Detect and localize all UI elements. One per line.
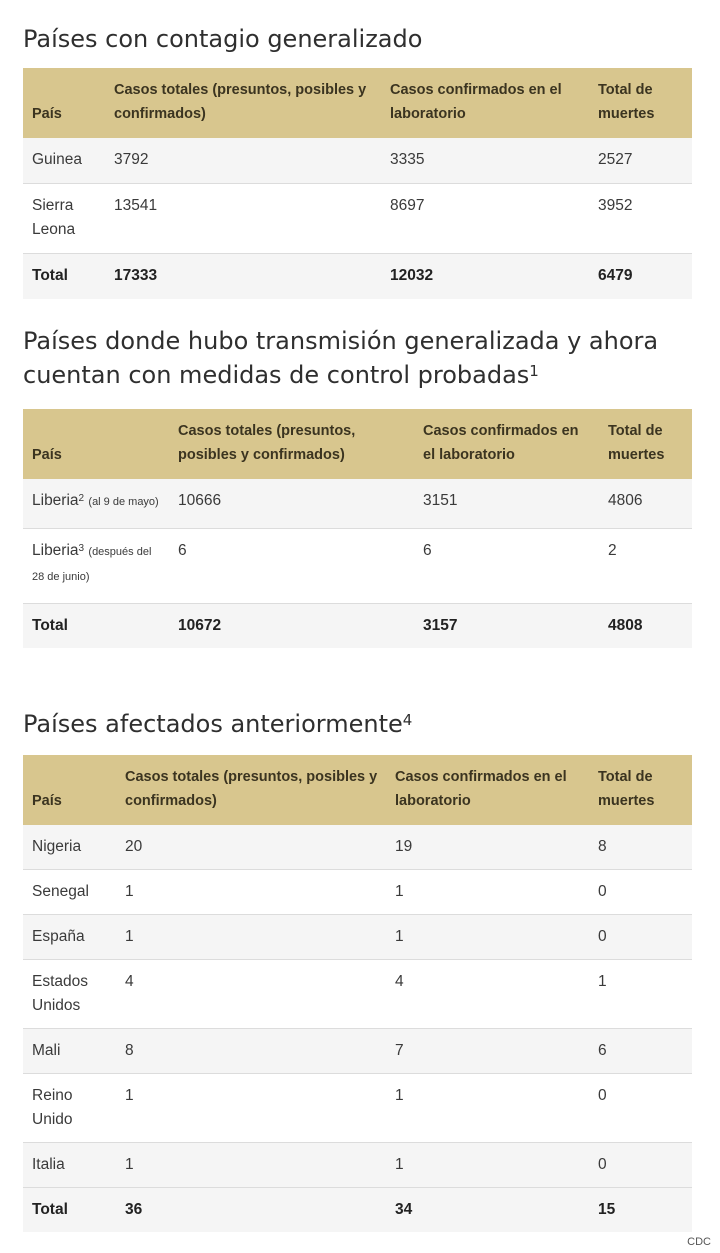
title-footnote: 1 bbox=[529, 362, 539, 380]
cell-pais bbox=[23, 529, 169, 604]
cell-pais bbox=[23, 479, 169, 529]
table-row bbox=[23, 529, 692, 604]
cell-totales: 1 bbox=[116, 870, 386, 915]
cell-totales: 4 bbox=[116, 960, 386, 1029]
cell-totales: 6 bbox=[169, 529, 414, 604]
cell-muertes: 6 bbox=[589, 1029, 692, 1074]
header-total-muertes: Total de muertes bbox=[589, 755, 692, 825]
cell-confirmados: 1 bbox=[386, 1074, 589, 1143]
table-control-probadas bbox=[23, 409, 692, 648]
cell-pais: Guinea bbox=[23, 138, 105, 184]
cell-confirmados: 1 bbox=[386, 870, 589, 915]
table-row bbox=[23, 184, 692, 254]
table-total-row bbox=[23, 604, 692, 649]
cell-muertes: 0 bbox=[589, 1074, 692, 1143]
cell-confirmados: 3151 bbox=[414, 479, 599, 529]
cell-totales: 3792 bbox=[105, 138, 381, 184]
cell-muertes: 4806 bbox=[599, 479, 692, 529]
cell-confirmados: 1 bbox=[386, 1143, 589, 1188]
header-total-muertes: Total de muertes bbox=[589, 68, 692, 138]
cell-totales: 1 bbox=[116, 915, 386, 960]
header-pais: País bbox=[23, 68, 105, 138]
header-total-muertes: Total de muertes bbox=[599, 409, 692, 479]
table-row bbox=[23, 870, 692, 915]
cell-confirmados: 19 bbox=[386, 825, 589, 870]
section-title-control bbox=[23, 324, 673, 392]
cell-total-muertes: 6479 bbox=[589, 254, 692, 300]
cell-totales: 1 bbox=[116, 1143, 386, 1188]
header-casos-totales: Casos totales (presuntos, posibles y confirmados) bbox=[105, 68, 381, 138]
table-row bbox=[23, 1143, 692, 1188]
row-note: (al 9 de mayo) bbox=[88, 496, 159, 508]
table-row bbox=[23, 915, 692, 960]
header-pais: País bbox=[23, 755, 116, 825]
row-note: (después del 28 de junio) bbox=[32, 546, 152, 583]
cell-pais: Estados Unidos bbox=[23, 960, 116, 1029]
table-header-row bbox=[23, 68, 692, 138]
cell-muertes: 0 bbox=[589, 1143, 692, 1188]
cell-total-label: Total bbox=[23, 604, 169, 649]
cell-muertes: 8 bbox=[589, 825, 692, 870]
cell-pais: Mali bbox=[23, 1029, 116, 1074]
table-afectados-anteriormente bbox=[23, 755, 692, 1232]
cell-pais: Reino Unido bbox=[23, 1074, 116, 1143]
footnote-marker: 3 bbox=[78, 543, 85, 554]
header-casos-confirmados: Casos confirmados en el laboratorio bbox=[381, 68, 589, 138]
table-row bbox=[23, 825, 692, 870]
cell-totales: 20 bbox=[116, 825, 386, 870]
cell-total-confirmados: 12032 bbox=[381, 254, 589, 300]
cell-total-totales: 10672 bbox=[169, 604, 414, 649]
cell-confirmados: 6 bbox=[414, 529, 599, 604]
cell-pais: Nigeria bbox=[23, 825, 116, 870]
header-pais: País bbox=[23, 409, 169, 479]
header-casos-totales: Casos totales (presuntos, posibles y confirmados) bbox=[169, 409, 414, 479]
table-row bbox=[23, 960, 692, 1029]
cell-total-label: Total bbox=[23, 1188, 116, 1233]
cell-pais: España bbox=[23, 915, 116, 960]
cell-total-label: Total bbox=[23, 254, 105, 300]
cell-muertes: 2527 bbox=[589, 138, 692, 184]
cell-total-confirmados: 34 bbox=[386, 1188, 589, 1233]
footnote-marker: 2 bbox=[78, 493, 85, 504]
table-row bbox=[23, 138, 692, 184]
cell-muertes: 0 bbox=[589, 915, 692, 960]
cell-pais: Senegal bbox=[23, 870, 116, 915]
cell-totales: 1 bbox=[116, 1074, 386, 1143]
cell-confirmados: 1 bbox=[386, 915, 589, 960]
source-credit: CDC bbox=[687, 1236, 711, 1248]
table-row bbox=[23, 1074, 692, 1143]
cell-total-confirmados: 3157 bbox=[414, 604, 599, 649]
section-title-afectados bbox=[23, 707, 412, 741]
cell-confirmados: 4 bbox=[386, 960, 589, 1029]
cell-total-muertes: 15 bbox=[589, 1188, 692, 1233]
table-contagio-generalizado bbox=[23, 68, 692, 299]
table-total-row bbox=[23, 1188, 692, 1233]
section-title-text: Países afectados anteriormente bbox=[23, 710, 403, 738]
table-header-row bbox=[23, 755, 692, 825]
cell-total-muertes: 4808 bbox=[599, 604, 692, 649]
header-casos-confirmados: Casos confirmados en el laboratorio bbox=[386, 755, 589, 825]
country-name: Liberia bbox=[32, 492, 79, 509]
table-row bbox=[23, 1029, 692, 1074]
cell-totales: 13541 bbox=[105, 184, 381, 254]
cell-total-totales: 36 bbox=[116, 1188, 386, 1233]
cell-totales: 8 bbox=[116, 1029, 386, 1074]
title-footnote: 4 bbox=[402, 711, 413, 729]
country-name: Liberia bbox=[32, 542, 79, 559]
cell-muertes: 1 bbox=[589, 960, 692, 1029]
cell-muertes: 0 bbox=[589, 870, 692, 915]
cell-confirmados: 8697 bbox=[381, 184, 589, 254]
cell-confirmados: 3335 bbox=[381, 138, 589, 184]
table-row bbox=[23, 479, 692, 529]
header-casos-confirmados: Casos confirmados en el laboratorio bbox=[414, 409, 599, 479]
cell-muertes: 3952 bbox=[589, 184, 692, 254]
cell-confirmados: 7 bbox=[386, 1029, 589, 1074]
cell-muertes: 2 bbox=[599, 529, 692, 604]
cell-total-totales: 17333 bbox=[105, 254, 381, 300]
section-title-text: Países con contagio generalizado bbox=[23, 25, 423, 53]
table-total-row bbox=[23, 254, 692, 300]
table-header-row bbox=[23, 409, 692, 479]
cell-pais: Italia bbox=[23, 1143, 116, 1188]
section-title-generalizado bbox=[23, 22, 422, 56]
header-casos-totales: Casos totales (presuntos, posibles y confirmados) bbox=[116, 755, 386, 825]
cell-totales: 10666 bbox=[169, 479, 414, 529]
section-title-text: Países donde hubo transmisión generalizada y ahora cuentan con medidas de control probadas bbox=[23, 327, 659, 389]
cell-pais: Sierra Leona bbox=[23, 184, 105, 254]
